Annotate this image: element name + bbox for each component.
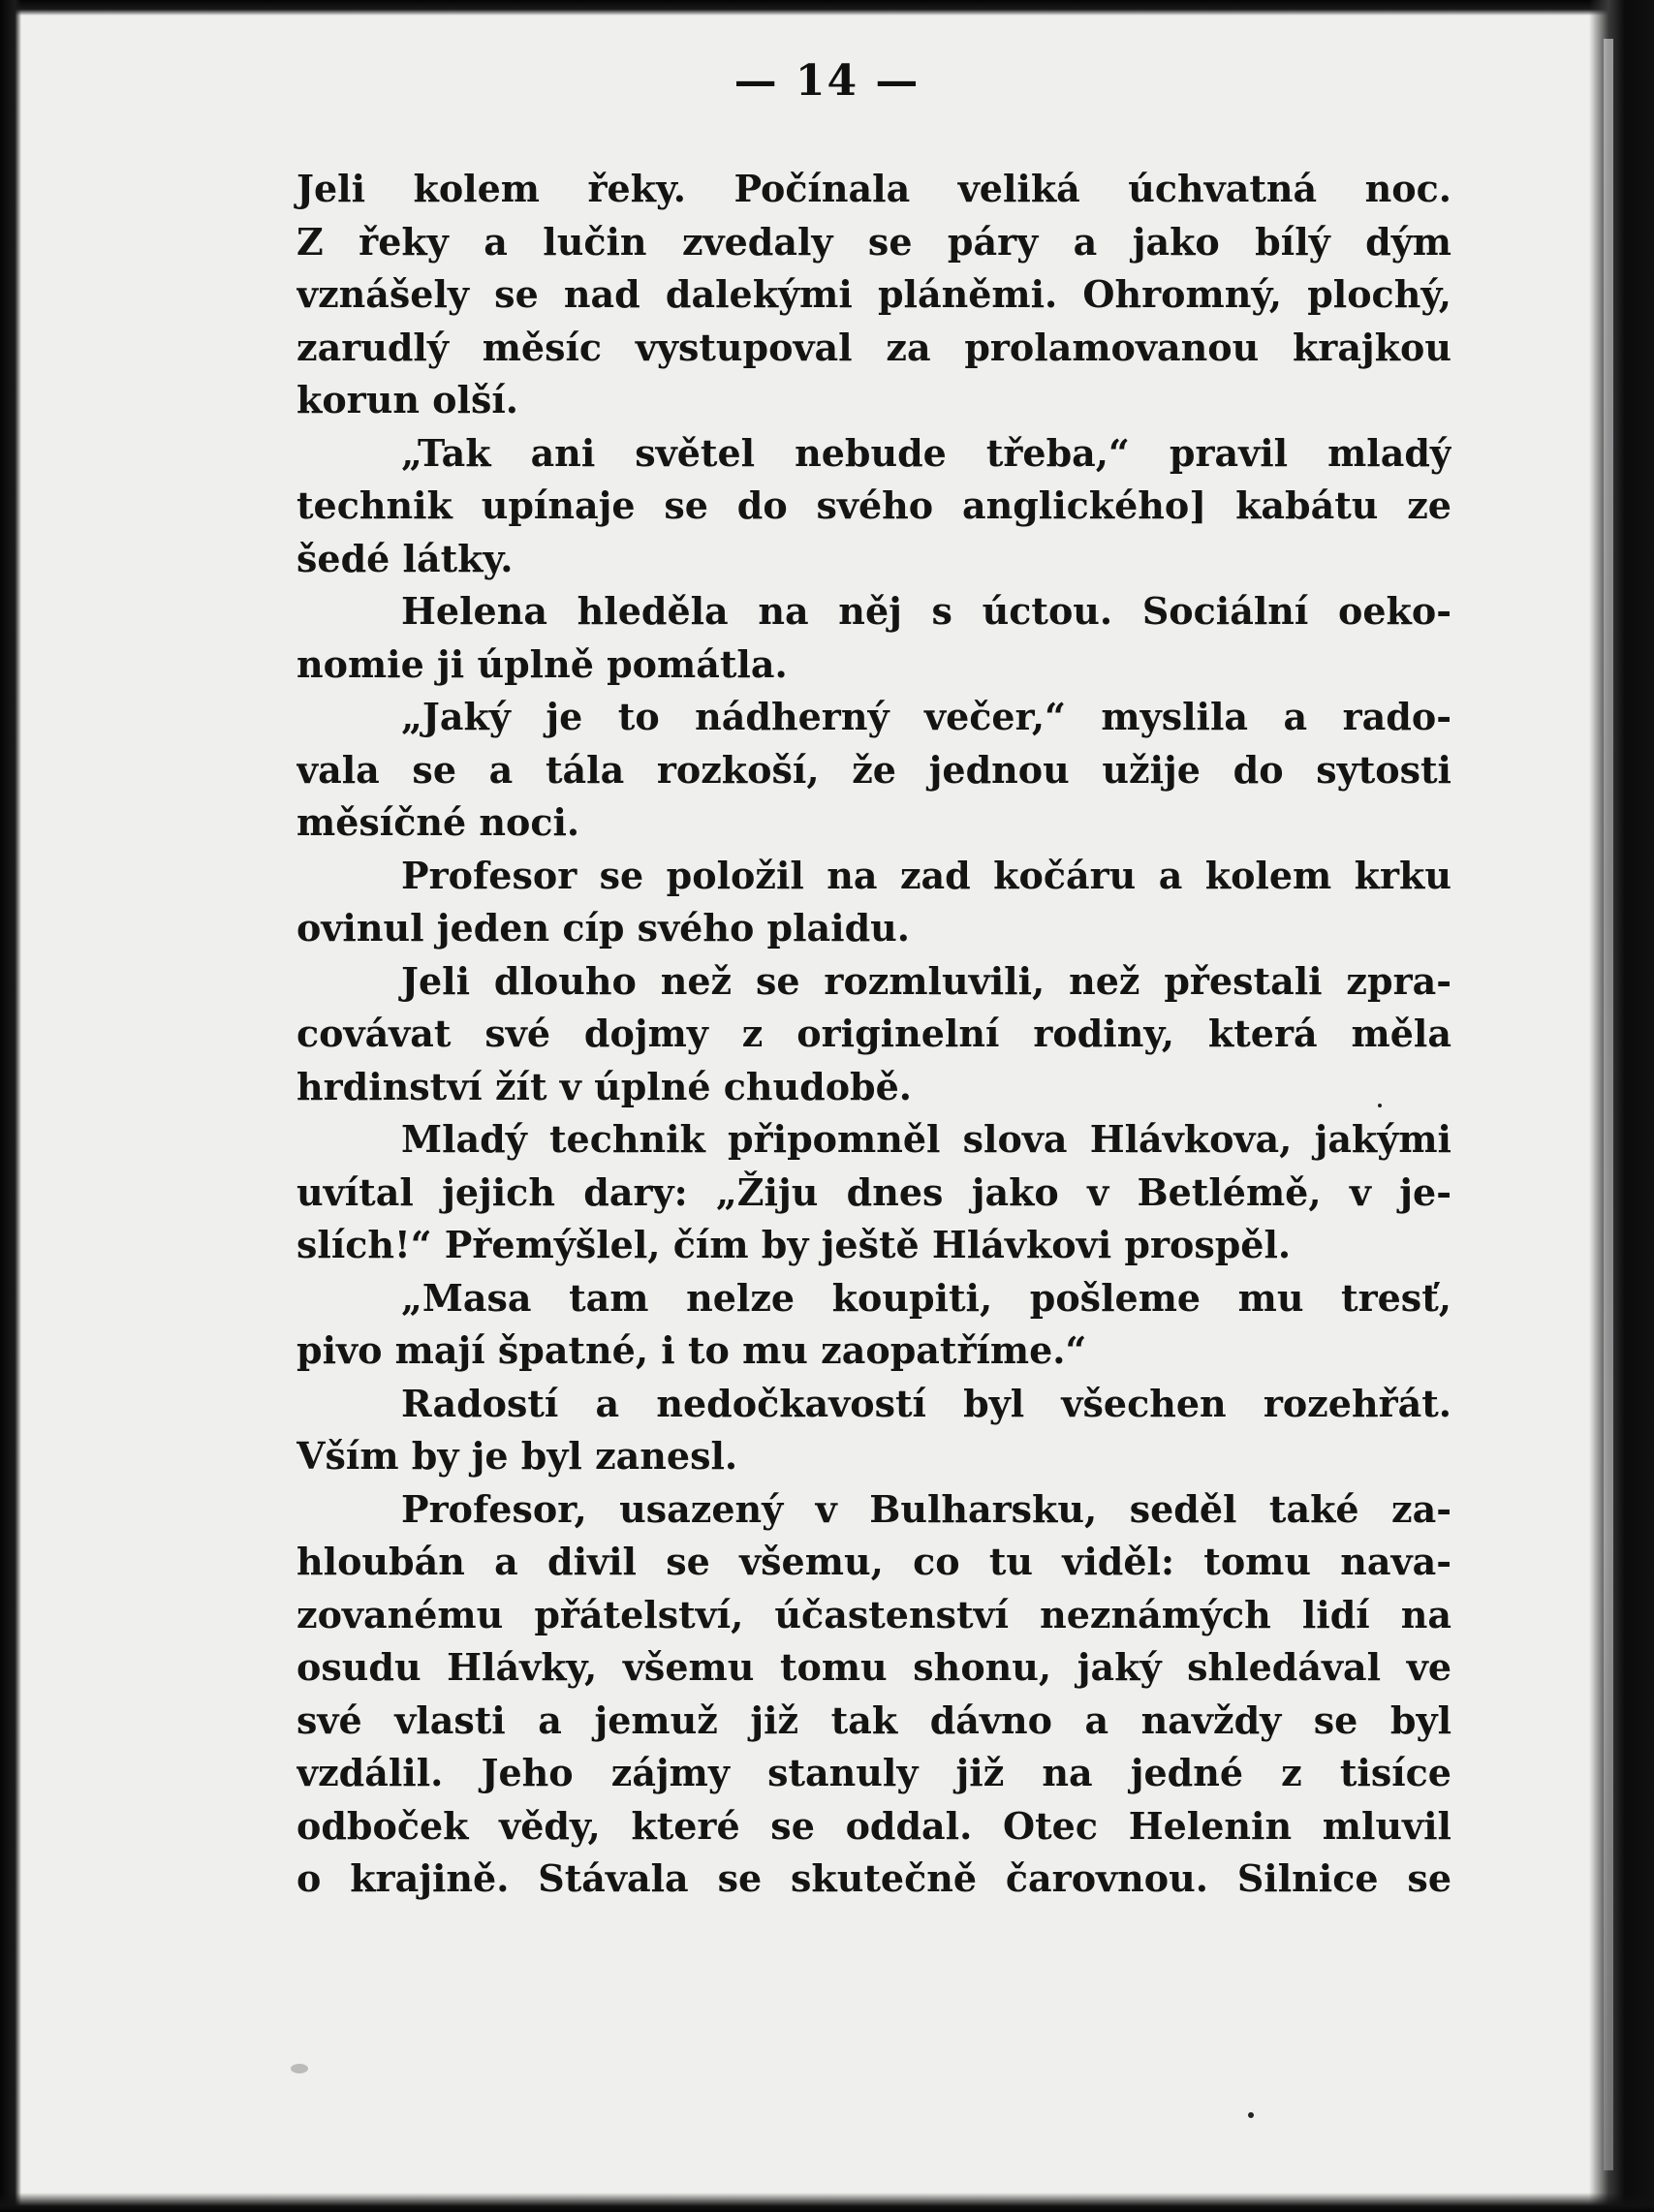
text-line: Helena hleděla na něj s úctou. Sociální oeko- bbox=[401, 589, 1451, 633]
text-line: ovinul jeden cíp svého plaidu. bbox=[296, 906, 911, 950]
text-line: vala se a tála rozkoší, že jednou užije do sytosti bbox=[296, 747, 1451, 792]
text-line: o krajině. Stávala se skutečně čarovnou. Silnice se bbox=[296, 1856, 1451, 1900]
text-line: Jeli dlouho než se rozmluvili, než přestali zpra- bbox=[401, 958, 1451, 1003]
page-edge-shadow bbox=[1604, 39, 1613, 2170]
scan-edge-right bbox=[1589, 0, 1654, 2212]
text-line: šedé látky. bbox=[296, 536, 514, 580]
text-line: korun olší. bbox=[296, 378, 519, 421]
text-line: slích!“ Přemýšlel, čím by ještě Hlávkovi prospěl. bbox=[296, 1223, 1292, 1266]
text-line: Profesor se položil na zad kočáru a kolem krku bbox=[401, 853, 1451, 897]
scan-edge-left bbox=[0, 0, 21, 2212]
scan-edge-bottom bbox=[0, 2193, 1654, 2212]
text-line: své vlasti a jemuž již tak dávno a navždy se byl bbox=[296, 1698, 1451, 1742]
text-line: nomie ji úplně pomátla. bbox=[296, 641, 788, 686]
paper-stain bbox=[291, 2064, 308, 2073]
text-line: zovanému přátelství, účastenství neznámých lidí na bbox=[296, 1592, 1451, 1636]
text-line: covávat své dojmy z originelní rodiny, která měla bbox=[296, 1012, 1451, 1055]
text-line: „Tak ani světel nebude třeba,“ pravil mladý bbox=[401, 430, 1451, 475]
text-line: Jeli kolem řeky. Počínala veliká úchvatná noc. bbox=[296, 167, 1451, 210]
text-line: Z řeky a lučin zvedaly se páry a jako bílý dým bbox=[296, 219, 1451, 264]
text-line: pivo mají špatné, i to mu zaopatříme.“ bbox=[296, 1328, 1087, 1372]
text-line: Vším by je byl zanesl. bbox=[296, 1434, 738, 1478]
text-line: vznášely se nad dalekými pláněmi. Ohromný, plochý, bbox=[296, 272, 1451, 316]
body-text bbox=[296, 163, 1451, 1906]
text-line: Radostí a nedočkavostí byl všechen rozehřát. bbox=[401, 1381, 1451, 1425]
text-line: osudu Hlávky, všemu tomu shonu, jaký shledával ve bbox=[296, 1645, 1451, 1689]
text-line: „Masa tam nelze koupiti, pošleme mu tresť, bbox=[401, 1275, 1451, 1320]
text-line: technik upínaje se do svého anglického] kabátu ze bbox=[296, 483, 1451, 527]
text-line: zarudlý měsíc vystupoval za prolamovanou krajkou bbox=[296, 325, 1451, 369]
text-line: měsíčné noci. bbox=[296, 800, 580, 844]
page-number: — 14 — bbox=[733, 56, 921, 106]
text-line: Profesor, usazený v Bulharsku, seděl také za- bbox=[401, 1486, 1451, 1531]
text-line: hloubán a divil se všemu, co tu viděl: tomu nava- bbox=[296, 1540, 1451, 1583]
scan-edge-top bbox=[0, 0, 1654, 16]
text-line: hrdinství žít v úplné chudobě. bbox=[296, 1064, 913, 1108]
text-line: „Jaký je to nádherný večer,“ myslila a rado- bbox=[401, 695, 1451, 738]
text-line: odboček vědy, které se oddal. Otec Helenin mluvil bbox=[296, 1803, 1451, 1848]
text-line: Mladý technik připomněl slova Hlávkova, jakými bbox=[401, 1117, 1451, 1161]
ink-speck bbox=[1248, 2112, 1254, 2118]
text-line: vzdálil. Jeho zájmy stanuly již na jedné z tisíce bbox=[296, 1751, 1451, 1794]
text-line: uvítal jejich dary: „Žiju dnes jako v Betlémě, v je- bbox=[296, 1169, 1451, 1214]
